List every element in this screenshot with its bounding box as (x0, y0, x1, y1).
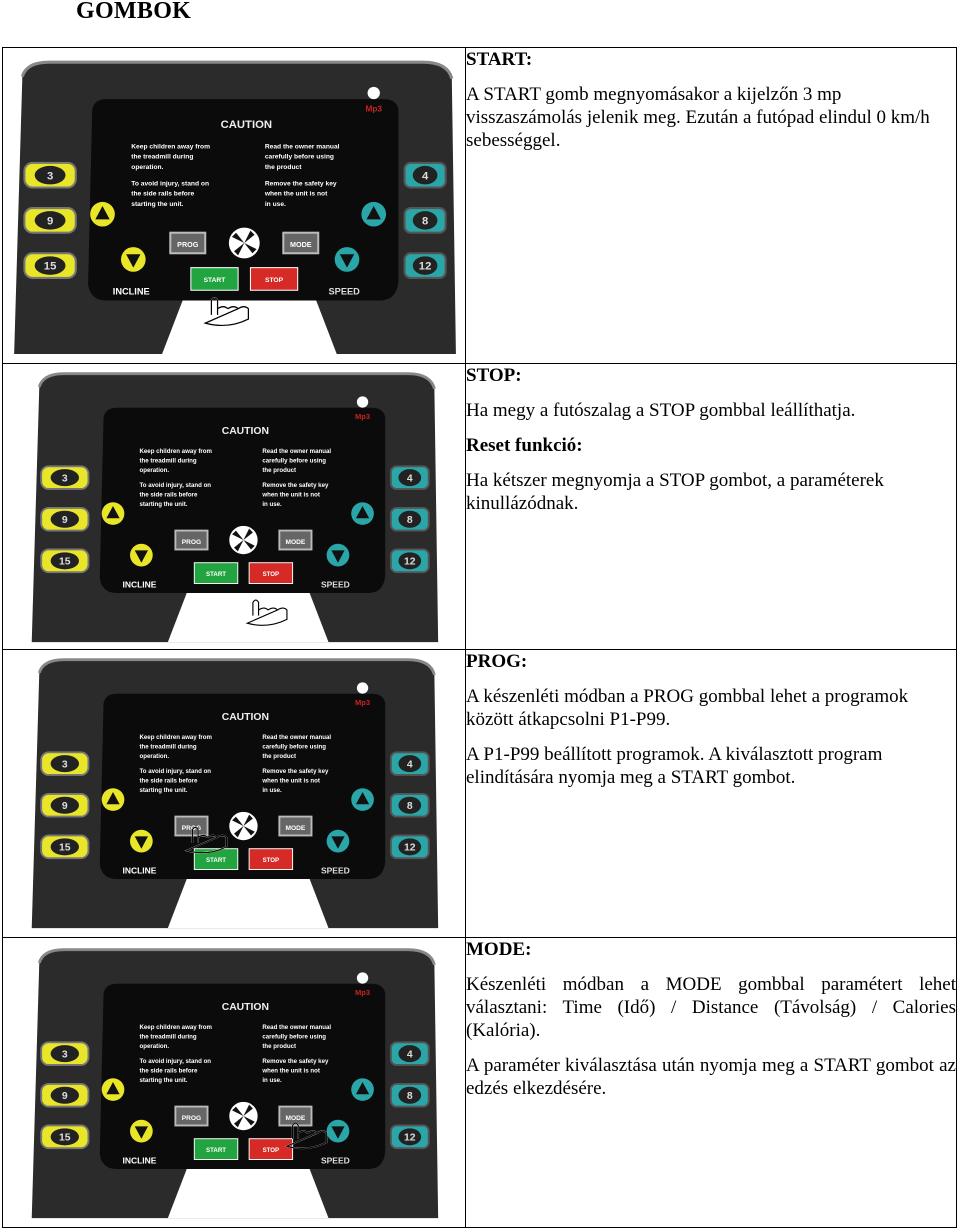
warning-text: the product (262, 752, 297, 760)
warning-text: the treadmill during (131, 153, 194, 161)
section-heading: MODE: (466, 939, 532, 960)
incline-label: INCLINE (112, 286, 150, 297)
mp3-indicator (357, 396, 368, 407)
warning-text: To avoid injury, stand on (131, 180, 210, 188)
fan-icon (229, 526, 257, 554)
prog-image-cell (3, 650, 466, 938)
mp3-indicator (357, 972, 368, 983)
warning-text: Remove the safety key (262, 1058, 329, 1066)
warning-text: the side rails before (139, 777, 198, 785)
page-title: GOMBOK (76, 0, 192, 24)
warning-text: carefully before using (262, 1033, 327, 1041)
warning-text: Remove the safety key (262, 768, 329, 776)
preset-label: 4 (421, 170, 429, 183)
warning-text: Read the owner manual (262, 734, 332, 742)
warning-text: starting the unit. (131, 201, 184, 208)
preset-label: 9 (61, 801, 68, 813)
stop-label: STOP (265, 277, 284, 285)
mode-label: MODE (289, 240, 312, 250)
warning-text: operation. (139, 1042, 170, 1050)
warning-text: Read the owner manual (262, 448, 332, 456)
mp3-indicator (357, 682, 368, 693)
warning-text: To avoid injury, stand on (139, 1058, 212, 1066)
preset-label: 15 (59, 842, 71, 854)
mode-label: MODE (285, 824, 306, 832)
preset-label: 8 (421, 215, 429, 228)
prog-label: PROG (177, 240, 199, 250)
preset-label: 9 (61, 515, 68, 527)
preset-label: 3 (61, 759, 68, 771)
warning-text: carefully before using (262, 457, 327, 465)
section-paragraph: Készenléti módban a MODE gombbal paramétert lehet választani: Time (Idő) / Distance (Távolság) / Calories (Kalória). (466, 974, 956, 1041)
section-heading: START: (466, 49, 533, 70)
preset-label: 9 (46, 215, 54, 228)
warning-text: in use. (262, 1077, 282, 1084)
start-label: START (206, 1146, 227, 1154)
section-paragraph: Ha kétszer megnyomja a STOP gombot, a paraméterek kinullázódnak. (466, 470, 884, 514)
warning-text: starting the unit. (139, 1077, 188, 1084)
warning-text: Remove the safety key (264, 180, 337, 188)
mp3-label: Mp3 (354, 988, 371, 998)
start-label: START (203, 277, 226, 285)
stop-image-cell (3, 364, 466, 650)
console-panel-stop (3, 368, 465, 644)
console-opening (168, 1169, 329, 1218)
preset-label: 12 (418, 260, 432, 273)
prog-label: PROG (181, 1114, 202, 1122)
warning-text: in use. (264, 201, 286, 208)
warning-text: the side rails before (139, 491, 198, 499)
prog-label: PROG (181, 538, 202, 546)
mp3-label: Mp3 (354, 412, 371, 422)
caution-label: CAUTION (220, 118, 273, 131)
preset-label: 15 (59, 556, 71, 568)
preset-label: 15 (59, 1132, 71, 1144)
stop-label: STOP (262, 570, 280, 578)
warning-text: when the unit is not (262, 1067, 320, 1075)
section-paragraph: A START gomb megnyomásakor a kijelzőn 3 mp visszaszámolás jelenik meg. Ezután a futópad elindul 0 km/h sebességgel. (466, 84, 930, 151)
preset-label: 12 (404, 842, 416, 854)
console-opening (162, 301, 337, 354)
preset-label: 8 (406, 515, 413, 527)
warning-text: the treadmill during (139, 743, 197, 751)
start-image-cell (3, 48, 466, 364)
warning-text: To avoid injury, stand on (139, 768, 212, 776)
speed-label: SPEED (320, 579, 350, 590)
caution-label: CAUTION (221, 712, 269, 724)
console-panel-mode (3, 944, 465, 1220)
buttons-table (2, 47, 957, 1228)
incline-label: INCLINE (122, 865, 157, 876)
mp3-label: Mp3 (365, 104, 382, 114)
warning-text: the product (262, 466, 297, 474)
prog-label: PROG (181, 824, 202, 832)
speed-label: SPEED (320, 1155, 350, 1166)
mode-image-cell (3, 938, 466, 1228)
warning-text: To avoid injury, stand on (139, 482, 212, 490)
preset-label: 4 (406, 473, 413, 485)
warning-text: when the unit is not (264, 190, 328, 198)
start-label: START (206, 856, 227, 864)
warning-text: the side rails before (131, 190, 195, 198)
preset-label: 12 (404, 1132, 416, 1144)
speed-label: SPEED (328, 286, 360, 297)
warning-text: in use. (262, 787, 282, 794)
warning-text: Keep children away from (139, 1024, 212, 1032)
mp3-indicator (368, 87, 380, 99)
warning-text: Read the owner manual (264, 143, 340, 151)
fan-icon (229, 812, 257, 840)
preset-label: 15 (43, 260, 57, 273)
warning-text: in use. (262, 501, 282, 508)
warning-text: operation. (131, 164, 164, 172)
section-heading: STOP: (466, 365, 522, 386)
warning-text: carefully before using (262, 743, 327, 751)
warning-text: the treadmill during (139, 457, 197, 465)
incline-label: INCLINE (122, 1155, 157, 1166)
section-subheading: Reset funkció: (466, 435, 583, 456)
start-label: START (206, 570, 227, 578)
preset-label: 3 (61, 1049, 68, 1061)
stop-label: STOP (262, 856, 280, 864)
warning-text: Keep children away from (139, 734, 212, 742)
warning-text: Keep children away from (131, 143, 211, 151)
console-panel-start (3, 56, 465, 356)
start-text-cell (466, 48, 957, 364)
warning-text: Keep children away from (139, 448, 212, 456)
warning-text: starting the unit. (139, 787, 188, 794)
warning-text: starting the unit. (139, 501, 188, 508)
warning-text: operation. (139, 752, 170, 760)
section-paragraph: Ha megy a futószalag a STOP gombbal leállíthatja. (466, 400, 856, 421)
section-paragraph: A P1-P99 beállított programok. A kiválasztott program elindítására nyomja meg a START gombot. (466, 744, 883, 788)
warning-text: Remove the safety key (262, 482, 329, 490)
section-paragraph: A paraméter kiválasztása után nyomja meg a START gombot az edzés elkezdésére. (466, 1055, 956, 1099)
warning-text: when the unit is not (262, 491, 320, 499)
preset-label: 8 (406, 1091, 413, 1103)
caution-label: CAUTION (221, 1002, 269, 1014)
table-row (3, 48, 957, 364)
mp3-label: Mp3 (354, 698, 371, 708)
caution-label: CAUTION (221, 426, 269, 438)
speed-label: SPEED (320, 865, 350, 876)
warning-text: the product (262, 1042, 297, 1050)
section-heading: PROG: (466, 651, 528, 672)
warning-text: the product (264, 164, 302, 172)
section-paragraph: A készenléti módban a PROG gombbal lehet a programok között átkapcsolni P1-P99. (466, 686, 909, 730)
warning-text: the side rails before (139, 1067, 198, 1075)
warning-text: carefully before using (264, 153, 334, 161)
preset-label: 4 (406, 1049, 413, 1061)
warning-text: operation. (139, 466, 170, 474)
table-row (3, 938, 957, 1228)
preset-label: 9 (61, 1091, 68, 1103)
preset-label: 12 (404, 556, 416, 568)
prog-text-cell (466, 650, 957, 938)
console-opening (168, 879, 329, 928)
table-row (3, 364, 957, 650)
stop-label: STOP (262, 1146, 280, 1154)
console-panel-prog (3, 654, 465, 930)
stop-text-cell (466, 364, 957, 650)
preset-label: 8 (406, 801, 413, 813)
mode-text-cell (466, 938, 957, 1228)
preset-label: 3 (61, 473, 68, 485)
incline-label: INCLINE (122, 579, 157, 590)
warning-text: Read the owner manual (262, 1024, 332, 1032)
table-row (3, 650, 957, 938)
fan-icon (229, 1102, 257, 1130)
preset-label: 4 (406, 759, 413, 771)
preset-label: 3 (46, 170, 54, 183)
warning-text: when the unit is not (262, 777, 320, 785)
fan-icon (229, 228, 260, 259)
mode-label: MODE (285, 1114, 306, 1122)
mode-label: MODE (285, 538, 306, 546)
warning-text: the treadmill during (139, 1033, 197, 1041)
console-opening (168, 593, 329, 642)
